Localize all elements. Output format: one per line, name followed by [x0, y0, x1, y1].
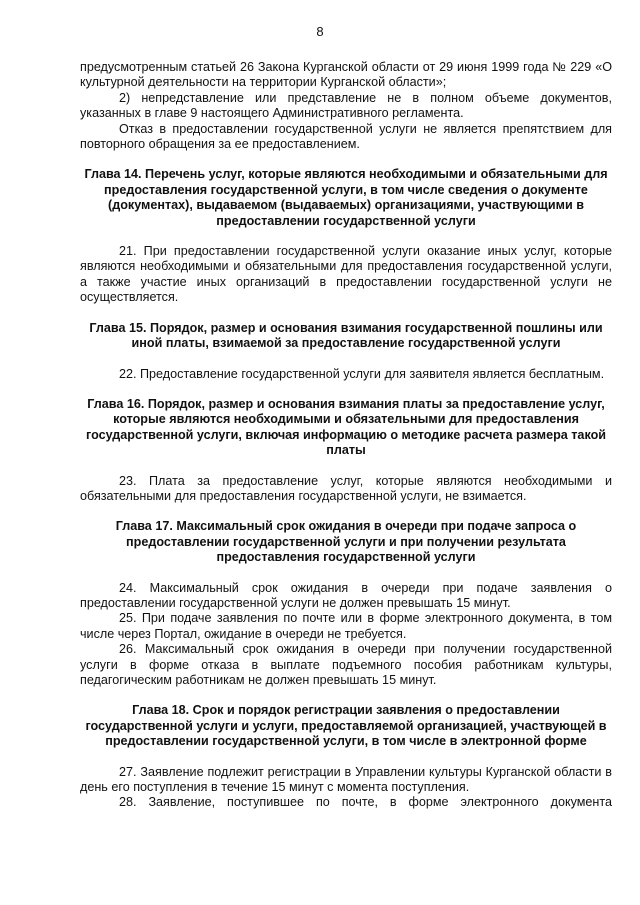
chapter-17-title: Глава 17. Максимальный срок ожидания в очереди при подаче запроса о предоставлении государственной услуги и при получении результата предоставления государственной услуги — [115, 519, 577, 565]
page-number: 8 — [316, 24, 324, 39]
paragraph-23: 23. Плата за предоставление услуг, которые являются необходимыми и обязательными для предоставления государственной услуги, не взимается. — [80, 473, 612, 503]
paragraph-28: 28. Заявление, поступившее по почте, в форме электронного документа — [119, 795, 612, 810]
chapter-15-title: Глава 15. Порядок, размер и основания взимания государственной пошлины или иной платы, взимаемой за предоставление государственной услуги — [89, 320, 603, 351]
paragraph-25: 25. При подаче заявления по почте или в форме электронного документа, в том числе через Портал, ожидание в очереди не требуется. — [80, 611, 612, 641]
chapter-16-title: Глава 16. Порядок, размер и основания взимания платы за предоставление услуг, которые являются необходимыми и обязательными для предоставления государственной услуги, включая информацию о методике расчета размера такой платы — [85, 396, 607, 458]
paragraph-22: 22. Предоставление государственной услуги для заявителя является бесплатным. — [119, 366, 605, 381]
paragraph-refusal-note: Отказ в предоставлении государственной услуги не является препятствием для повторного обращения за ее предоставлением. — [80, 121, 612, 152]
paragraph-21: 21. При предоставлении государственной услуги оказание иных услуг, которые являются необходимыми и обязательными для предоставления государственной услуги, а также участие иных организаций в предоставлении государственной услуги не осуществляется. — [80, 244, 612, 305]
paragraph-26: 26. Максимальный срок ожидания в очереди при получении государственной услуги в форме отказа в выплате подъемного пособия работникам культуры, педагогическим работникам не должен превышать 15 минут. — [80, 642, 612, 687]
paragraph-27: 27. Заявление подлежит регистрации в Управлении культуры Курганской области в день его поступления в течение 15 минут с момента поступления. — [80, 764, 612, 795]
paragraph-refusal-reason-2: 2) непредставление или представление не в полном объеме документов, указанных в главе 9 настоящего Административного регламента. — [80, 90, 612, 121]
paragraph-law-reference: предусмотренным статьей 26 Закона Курганской области от 29 июня 1999 года № 229 «О культурной деятельности на территории Курганской области»; — [80, 60, 612, 90]
chapter-14-title: Глава 14. Перечень услуг, которые являются необходимыми и обязательными для предоставления государственной услуги, в том числе сведения о документе (документах), выдаваемом (выдаваемых) организациями, участвующими в предоставлении государственной услуги — [84, 167, 608, 228]
document-body — [80, 60, 612, 811]
paragraph-24: 24. Максимальный срок ожидания в очереди при подаче заявления о предоставлении государственной услуги не должен превышать 15 минут. — [80, 580, 612, 610]
chapter-18-title: Глава 18. Срок и порядок регистрации заявления о предоставлении государственной услуги и услуги, предоставляемой организацией, участвующей в предоставлении государственной услуги, в том числе в электронной форме — [85, 703, 607, 749]
